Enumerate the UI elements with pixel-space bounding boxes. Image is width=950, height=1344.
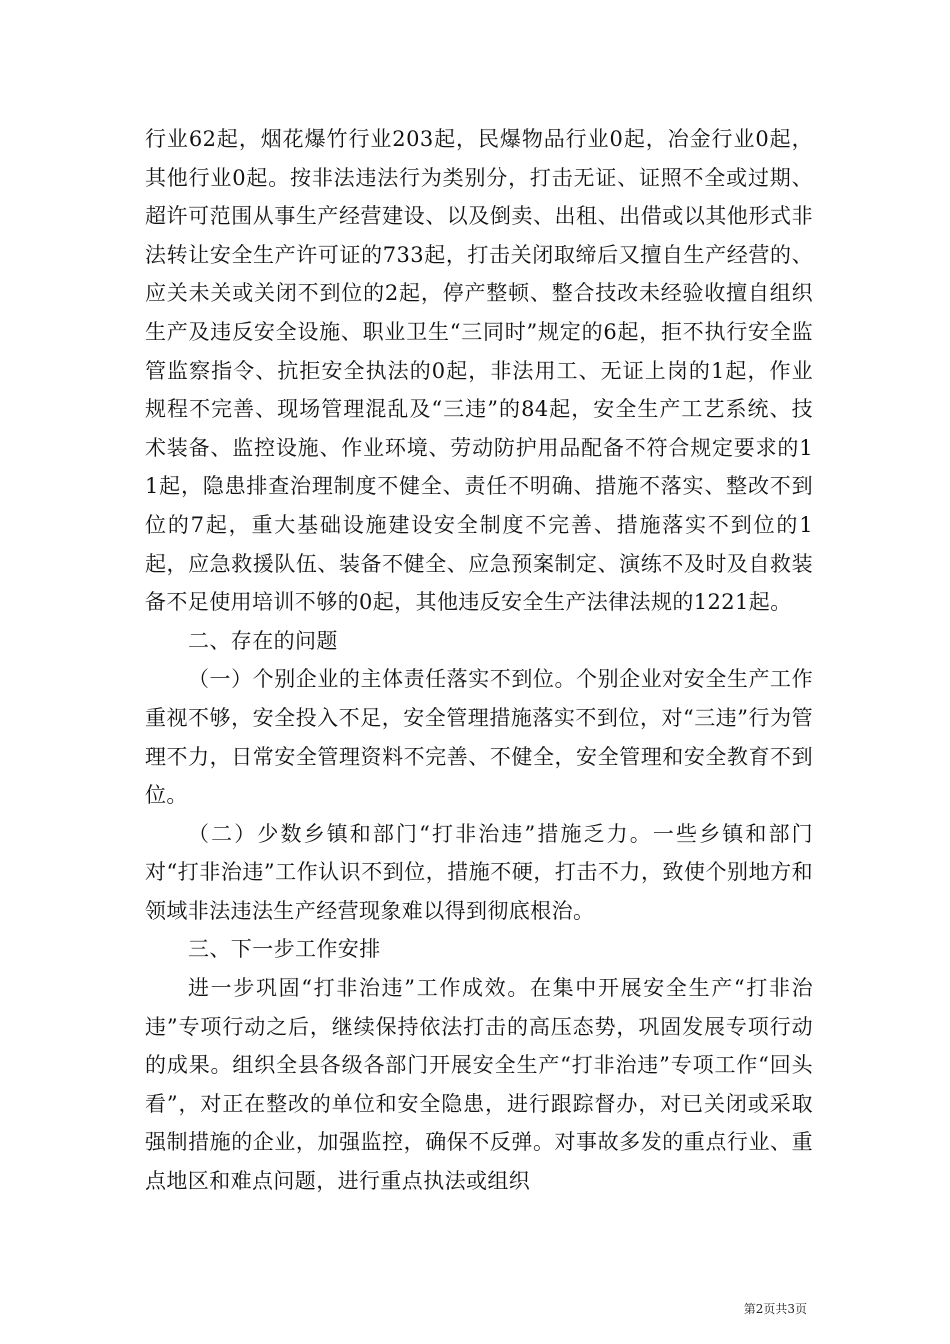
section-heading-next-steps: 三、下一步工作安排	[188, 937, 381, 962]
page-number-footer: 第2页共3页	[743, 1302, 807, 1316]
paragraph-problem-two: （二）少数乡镇和部门“打非治违”措施乏力。一些乡镇和部门对“打非治违”工作认识不到位，措施不硬，打击不力，致使个别地方和领域非法违法生产经营现象难以得到彻底根治。	[145, 821, 813, 923]
paragraph-problem-one: （一）个别企业的主体责任落实不到位。个别企业对安全生产工作重视不够，安全投入不足，安全管理措施落实不到位，对“三违”行为管理不力，日常安全管理资料不完善、不健全，安全管理和安全教育不到位。	[145, 667, 813, 808]
paragraph-next-steps: 进一步巩固“打非治违”工作成效。在集中开展安全生产“打非治违”专项行动之后，继续保持依法打击的高压态势，巩固发展专项行动的成果。组织全县各级各部门开展安全生产“打非治违”专项工作“回头看”，对正在整改的单位和安全隐患，进行跟踪督办，对已关闭或采取强制措施的企业，加强监控，确保不反弹。对事故多发的重点行业、重点地区和难点问题，进行重点执法或组织	[145, 976, 813, 1194]
section-heading-problems: 二、存在的问题	[188, 628, 338, 653]
document-body	[145, 120, 813, 1201]
paragraph-statistics-continuation: 行业62起，烟花爆竹行业203起，民爆物品行业0起，冶金行业0起，其他行业0起。按非法违法行为类别分，打击无证、证照不全或过期、超许可范围从事生产经营建设、以及倒卖、出租、出借或以其他形式非法转让安全生产许可证的733起，打击关闭取缔后又擅自生产经营的、应关未关或关闭不到位的2起，停产整顿、整合技改未经验收擅自组织生产及违反安全设施、职业卫生“三同时”规定的6起，拒不执行安全监管监察指令、抗拒安全执法的0起，非法用工、无证上岗的1起，作业规程不完善、现场管理混乱及“三违”的84起，安全生产工艺系统、技术装备、监控设施、作业环境、劳动防护用品配备不符合规定要求的11起，隐患排查治理制度不健全、责任不明确、措施不落实、整改不到位的7起，重大基础设施建设安全制度不完善、措施落实不到位的1起，应急救援队伍、装备不健全、应急预案制定、演练不及时及自救装备不足使用培训不够的0起，其他违反安全生产法律法规的1221起。	[145, 127, 813, 615]
